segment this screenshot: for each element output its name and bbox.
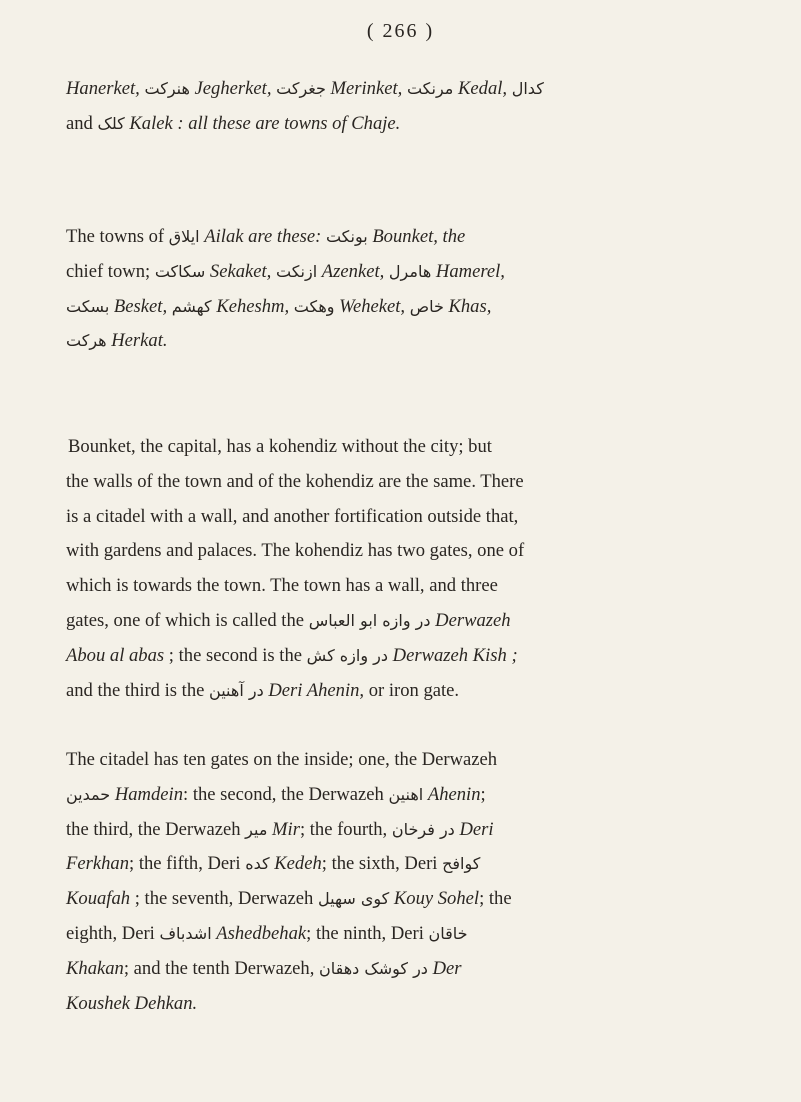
translit: Derwazeh (430, 609, 511, 631)
translit: Kouy Sohel (389, 888, 480, 910)
translit: Deri (454, 818, 494, 840)
translit: Khakan (66, 957, 124, 979)
arabic-script: میر (245, 819, 268, 839)
arabic-script: کده (245, 854, 270, 874)
translit: Deri Ahenin, (263, 679, 365, 701)
body-text: ; and the tenth Derwazeh, (123, 957, 319, 979)
arabic-script: در آهنین (209, 680, 264, 700)
paragraph-citadel-gates (66, 743, 742, 1021)
translit: Ailak are these: (199, 226, 326, 247)
paragraph-bounket (66, 430, 742, 708)
arabic-script: در فرخان (391, 819, 455, 839)
translit: Sekaket, (205, 260, 276, 282)
arabic-script: خاص (409, 296, 444, 316)
translit: Derwazeh Kish ; (388, 644, 518, 666)
arabic-script: در کوشک دهقان (319, 958, 428, 978)
body-text: ; the ninth, Deri (306, 922, 429, 944)
translit: Hanerket, (66, 78, 145, 99)
translit: Herkat. (106, 330, 168, 352)
translit: Kedeh (269, 853, 322, 875)
arabic-script: کلک (97, 113, 125, 133)
translit: Bounket, the (367, 226, 466, 247)
translit: Hamdein (110, 783, 183, 805)
body-text: ; (480, 783, 486, 805)
arabic-script: اهنین (388, 784, 424, 804)
body-text: chief town; (66, 260, 155, 282)
arabic-script: کوی سهیل (318, 889, 390, 909)
arabic-script: کهشم (171, 296, 212, 316)
body-text: the third, the Derwazeh (66, 818, 246, 840)
arabic-script: خاقان (428, 923, 468, 943)
body-text: The citadel has ten gates on the inside; one, the Derwazeh (66, 749, 498, 770)
arabic-script: سکاکت (154, 261, 206, 281)
translit: Hamerel, (431, 260, 505, 282)
translit: Ferkhan (66, 853, 129, 875)
arabic-script: در وازه ابو العباس (308, 610, 431, 630)
arabic-script: کوافح (442, 854, 481, 874)
arabic-script: کدال (511, 79, 544, 98)
arabic-script: بسکت (66, 296, 110, 316)
translit: Keheshm, (211, 295, 294, 317)
arabic-script: مرنکت (406, 79, 454, 98)
body-text: the walls of the town and of the kohendiz are the same. There (66, 470, 524, 492)
arabic-script: بونکت (325, 227, 368, 246)
arabic-script: هامرل (388, 261, 432, 281)
body-text: The towns of (66, 226, 169, 247)
body-text: and the third is the (66, 679, 210, 701)
translit: Kedal, (453, 78, 512, 99)
translit: Azenket, (317, 260, 389, 282)
body-text: gates, one of which is called the (66, 609, 309, 631)
translit: Ahenin (423, 783, 481, 805)
body-text: ; the sixth, Deri (321, 853, 443, 875)
body-text: and (66, 112, 98, 134)
body-text: : the second, the Derwazeh (183, 783, 389, 805)
body-text: Bounket, the capital, has a kohendiz without the city; but (68, 436, 492, 457)
translit: Khas, (443, 295, 492, 317)
translit: Koushek Dehkan. (66, 992, 198, 1014)
arabic-script: حمدین (66, 784, 111, 804)
translit: Abou al abas (66, 644, 165, 666)
translit: Ashedbehak (211, 922, 307, 944)
body-text: ; the second is the (164, 644, 307, 666)
arabic-script: در وازه کش (306, 645, 388, 665)
translit: Jegherket, (189, 78, 277, 99)
body-text: or iron gate. (364, 679, 460, 701)
body-text: ; the seventh, Derwazeh (130, 888, 318, 910)
body-text: ; the fifth, Deri (129, 853, 246, 875)
arabic-script: وهکت (293, 296, 335, 316)
arabic-script: هرکت (66, 331, 107, 351)
paragraph-chaje-towns (66, 72, 742, 142)
page-number: ( 266 ) (366, 20, 435, 42)
arabic-script: ازنکت (275, 261, 318, 281)
body-text: is a citadel with a wall, and another fortification outside that, (66, 505, 519, 527)
translit: Merinket, (325, 78, 407, 99)
translit: Besket, (109, 295, 172, 317)
arabic-script: ایلاق (168, 227, 200, 246)
translit: Weheket, (334, 295, 410, 317)
body-text: with gardens and palaces. The kohendiz has two gates, one of (66, 540, 525, 562)
body-text: Kalek : all these are towns of Chaje. (124, 112, 401, 134)
body-text: ; the (479, 888, 512, 910)
paragraph-ailak-towns (66, 220, 742, 359)
body-text: eighth, Deri (66, 922, 160, 944)
arabic-script: اشدباف (159, 923, 212, 943)
translit: Kouafah (66, 888, 131, 910)
translit: Der (427, 957, 462, 979)
body-text: ; the fourth, (299, 818, 392, 840)
arabic-script: ھنرکت (144, 79, 190, 98)
body-text: which is towards the town. The town has a wall, and three (66, 575, 498, 597)
arabic-script: جغرکت (276, 79, 326, 98)
translit: Mir (267, 818, 300, 840)
